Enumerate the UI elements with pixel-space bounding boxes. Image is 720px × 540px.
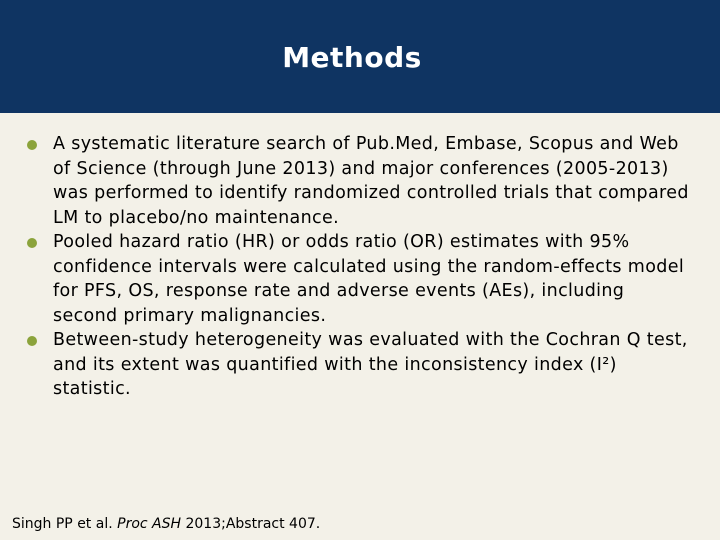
- bullet-item: [25, 230, 690, 328]
- bullet-dot-icon: [27, 238, 37, 248]
- citation-authors: Singh PP et al.: [12, 516, 118, 532]
- citation-details: 2013;Abstract 407.: [181, 516, 321, 532]
- bullet-text: Between-study heterogeneity was evaluated with the Cochran Q test, and its extent was quantified with the inconsistency index (I²) statistic.: [53, 330, 688, 399]
- title-banner: [0, 0, 720, 113]
- slide-title: Methods: [282, 41, 422, 74]
- citation-journal: Proc ASH: [117, 516, 182, 532]
- bullet-text: A systematic literature search of Pub.Med, Embase, Scopus and Web of Science (through June 2013) and major conferences (2005-2013) was performed to identify randomized controlled trials that compared LM to placebo/no maintenance.: [53, 134, 689, 228]
- bullet-list: [25, 132, 690, 402]
- bullet-dot-icon: [27, 140, 37, 150]
- citation: [12, 514, 320, 534]
- bullet-dot-icon: [27, 336, 37, 346]
- bullet-item: [25, 132, 690, 230]
- bullet-item: [25, 328, 690, 402]
- bullet-text: Pooled hazard ratio (HR) or odds ratio (OR) estimates with 95% confidence intervals were calculated using the random-effects model for PFS, OS, response rate and adverse events (AEs), including second primary malignancies.: [53, 232, 685, 326]
